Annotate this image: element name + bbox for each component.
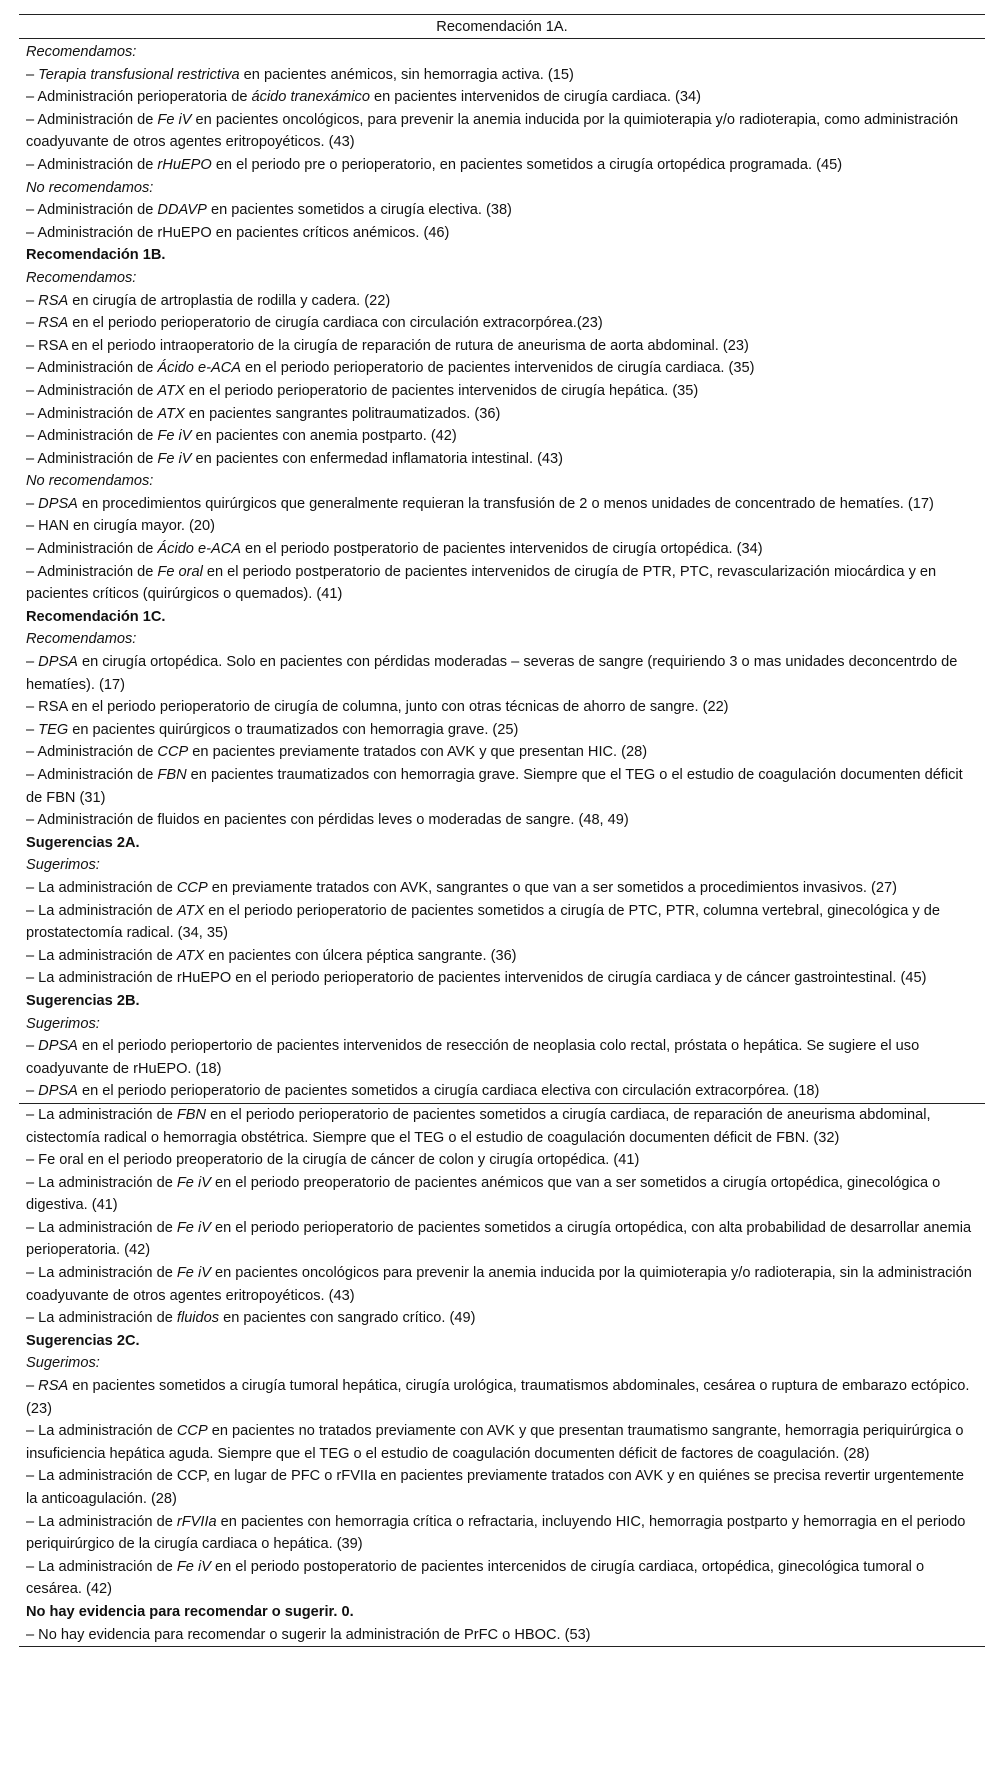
text-segment: – La administración de <box>26 1174 177 1191</box>
text-segment: en pacientes anémicos, sin hemorragia activa. (15) <box>239 66 574 83</box>
text-segment: Sugerimos: <box>26 1355 100 1372</box>
section-label <box>19 470 985 493</box>
recommendation-item <box>19 696 985 719</box>
recommendation-item <box>19 651 985 696</box>
text-segment: en pacientes oncológicos para prevenir la anemia inducida por la quimioterapia y/o radioterapia, sin la administración coadyuvante de otros agentes eritropoyéticos. (43) <box>26 1265 972 1304</box>
text-segment: – <box>26 315 39 332</box>
text-segment: en el periodo postperatorio de pacientes intervenidos de cirugía de PTR, PTC, revascularización miocárdica y en pacientes críticos (quirúrgicos o quemados). (41) <box>26 563 937 603</box>
text-segment: – <box>26 654 39 671</box>
text-segment: – Administración de <box>26 767 158 783</box>
recommendation-item <box>19 561 985 606</box>
text-segment: Sugerencias 2A. <box>26 834 140 851</box>
table-body-part-1 <box>19 41 985 1103</box>
text-segment: – <box>26 721 39 738</box>
text-segment: – Administración perioperatoria de <box>26 89 252 106</box>
text-segment: No recomendamos: <box>26 179 154 196</box>
text-segment: – RSA en el periodo perioperatorio de cirugía de columna, junto con otras técnicas de ahorro de sangre. (22) <box>26 699 729 716</box>
text-segment: – <box>26 1038 39 1055</box>
italic-term: Fe iV <box>157 450 192 467</box>
text-segment: – Administración de <box>26 405 158 422</box>
italic-term: Fe iV <box>176 1558 211 1575</box>
italic-term: Fe iV <box>157 428 192 445</box>
recommendation-item <box>19 1035 985 1080</box>
italic-term: CCP <box>176 879 208 896</box>
recommendation-item <box>19 719 985 742</box>
recommendation-item <box>19 967 985 990</box>
text-segment: en pacientes quirúrgicos o traumatizados con hemorragia grave. (25) <box>68 721 519 738</box>
text-segment: – <box>26 495 39 512</box>
text-segment: – Administración de rHuEPO en pacientes críticos anémicos. (46) <box>26 224 450 241</box>
text-segment: – La administración de <box>26 1265 177 1282</box>
text-segment: en el periodo perioperatorio de pacientes sometidos a cirugía cardiaca, de reparación de aneurisma abdominal, cistectomía radical o hemorragia obstétrica. Siempre que el TEG o el estudio de coagulación documenten déficit de FBN. (32) <box>26 1106 931 1146</box>
text-segment: – Administración de <box>26 360 158 377</box>
section-heading <box>19 606 985 629</box>
text-segment: – No hay evidencia para recomendar o sugerir la administración de PrFC o HBOC. (53) <box>26 1626 591 1643</box>
text-segment: – Administración de <box>26 450 158 467</box>
text-segment: en el periodo postperatorio de pacientes intervenidos de cirugía ortopédica. (34) <box>240 541 763 558</box>
italic-term: DPSA <box>38 1083 78 1100</box>
text-segment: – <box>26 292 39 309</box>
text-segment: Recomendación 1B. <box>26 247 166 264</box>
text-segment: – La administración de <box>26 879 177 896</box>
italic-term: RSA <box>38 315 69 332</box>
text-segment: No hay evidencia para recomendar o sugerir. 0. <box>26 1603 354 1620</box>
text-segment: en previamente tratados con AVK, sangrantes o que van a ser sometidos a procedimientos invasivos. (27) <box>207 879 897 896</box>
text-segment: en pacientes con úlcera péptica sangrante. (36) <box>204 947 517 964</box>
text-segment: – Administración de <box>26 428 158 445</box>
text-segment: en pacientes con hemorragia crítica o refractaria, incluyendo HIC, hemorragia postparto y hemorragia en el periodo periquirúrgico de la cirugía cardiaca o hepática. (39) <box>26 1513 966 1553</box>
recommendation-item <box>19 764 985 809</box>
section-label <box>19 177 985 200</box>
text-segment: – <box>26 66 39 83</box>
recommendation-item <box>19 538 985 561</box>
section-label <box>19 41 985 64</box>
text-segment: en pacientes con anemia postparto. (42) <box>191 428 457 445</box>
recommendation-item <box>19 1149 985 1172</box>
italic-term: ATX <box>176 947 205 964</box>
section-heading <box>19 1330 985 1353</box>
section-label <box>19 267 985 290</box>
text-segment: en procedimientos quirúrgicos que generalmente requieran la transfusión de 2 o menos unidades de concentrado de hematíes. (17) <box>77 495 934 512</box>
text-segment: en pacientes con sangrado crítico. (49) <box>219 1310 476 1327</box>
italic-term: Fe iV <box>176 1219 211 1236</box>
section-label <box>19 854 985 877</box>
text-segment: – La administración de <box>26 947 177 964</box>
italic-term: Fe oral <box>157 563 203 580</box>
recommendation-item <box>19 1262 985 1307</box>
recommendation-item <box>19 425 985 448</box>
text-segment: Sugerencias 2B. <box>26 992 140 1009</box>
italic-term: ácido tranexámico <box>251 89 370 106</box>
recommendation-item <box>19 1307 985 1330</box>
italic-term: TEG <box>38 721 69 738</box>
recommendation-item <box>19 448 985 471</box>
text-segment: en pacientes oncológicos, para prevenir la anemia inducida por la quimioterapia y/o radioterapia, como administración coadyuvante de otros agentes eritropoyéticos. (43) <box>26 111 959 151</box>
text-segment: – Fe oral en el periodo preoperatorio de la cirugía de cáncer de colon y cirugía ortopédica. (41) <box>26 1152 640 1169</box>
recommendation-item <box>19 493 985 516</box>
italic-term: Ácido e-ACA <box>157 541 241 558</box>
text-segment: en el periodo preoperatorio de pacientes anémicos que van a ser sometidos a cirugía ortopédica, ginecológica o digestiva. (41) <box>26 1174 941 1214</box>
table-title: Recomendación 1A. <box>436 19 568 35</box>
recommendation-item <box>19 515 985 538</box>
text-segment: en el periodo periopertorio de pacientes intervenidos de resección de neoplasia colo rectal, próstata o hepática. Se sugiere el uso coadyuvante de rHuEPO. (18) <box>26 1038 920 1077</box>
italic-term: fluidos <box>176 1310 220 1327</box>
text-segment: – La administración de <box>26 1423 177 1440</box>
section-heading <box>19 832 985 855</box>
text-segment: – La administración de <box>26 1558 177 1575</box>
text-segment: en pacientes con enfermedad inflamatoria intestinal. (43) <box>191 450 564 467</box>
text-segment: en el periodo perioperatorio de pacientes sometidos a cirugía cardiaca electiva con circulación extracorpórea. (18) <box>77 1083 820 1100</box>
italic-term: ATX <box>157 405 185 422</box>
italic-term: Terapia transfusional restrictiva <box>38 66 240 83</box>
text-segment: Sugerimos: <box>26 857 100 874</box>
section-label <box>19 628 985 651</box>
italic-term: Ácido e-ACA <box>157 360 241 377</box>
text-segment: en pacientes intervenidos de cirugía cardiaca. (34) <box>369 89 701 106</box>
text-segment: en el periodo perioperatorio de pacientes intervenidos de cirugía hepática. (35) <box>184 382 699 399</box>
recommendation-item <box>19 290 985 313</box>
text-segment: Recomendamos: <box>26 269 137 286</box>
recommendation-item <box>19 1420 985 1465</box>
italic-term: CCP <box>157 744 189 761</box>
text-segment: en el periodo perioperatorio de pacientes sometidos a cirugía ortopédica, con alta probabilidad de desarrollar anemia perioperatoria. (42) <box>26 1219 972 1259</box>
recommendation-item <box>19 1172 985 1217</box>
recommendations-table <box>19 14 985 1647</box>
italic-term: DPSA <box>38 654 78 671</box>
text-segment: – Administración de <box>26 202 158 219</box>
text-segment: – La administración de rHuEPO en el periodo perioperatorio de pacientes intervenidos de cirugía cardiaca y de cáncer gastrointestinal. (45) <box>26 970 927 987</box>
recommendation-item <box>19 403 985 426</box>
recommendation-item <box>19 312 985 335</box>
italic-term: RSA <box>38 292 69 309</box>
italic-term: Fe iV <box>176 1265 211 1282</box>
recommendation-item <box>19 154 985 177</box>
text-segment: – La administración de <box>26 1513 177 1530</box>
text-segment: en pacientes no tratados previamente con AVK y que presentan traumatismo sangrante, hemorragia periquirúrgica o insuficiencia hepática aguda. Siempre que el TEG o el estudio de coagulación documenten déficit de factores de coagulación. (28) <box>26 1423 964 1462</box>
text-segment: – <box>26 1083 39 1100</box>
italic-term: Fe iV <box>176 1174 211 1191</box>
italic-term: DDAVP <box>157 202 207 219</box>
italic-term: DPSA <box>38 1038 78 1055</box>
recommendation-item <box>19 809 985 832</box>
recommendation-item <box>19 86 985 109</box>
text-segment: Recomendación 1C. <box>26 608 166 625</box>
text-segment: Sugerimos: <box>26 1015 100 1032</box>
text-segment: en cirugía ortopédica. Solo en pacientes con pérdidas moderadas – severas de sangre (requiriendo 3 o mas unidades deconcentrdo de hematíes). (17) <box>26 654 958 693</box>
text-segment: en el periodo perioperatorio de pacientes intervenidos de cirugía cardiaca. (35) <box>240 360 755 377</box>
section-heading <box>19 1601 985 1624</box>
italic-term: rHuEPO <box>157 156 212 173</box>
recommendation-item <box>19 1217 985 1262</box>
text-segment: Sugerencias 2C. <box>26 1332 140 1349</box>
recommendation-item <box>19 741 985 764</box>
text-segment: – Administración de <box>26 541 158 558</box>
text-segment: Recomendamos: <box>26 631 137 648</box>
italic-term: RSA <box>38 1378 69 1395</box>
section-label <box>19 1013 985 1036</box>
recommendation-item <box>19 945 985 968</box>
text-segment: en el periodo postoperatorio de pacientes intercenidos de cirugía cardiaca, ortopédica, ginecológica tumoral o cesárea. (42) <box>26 1558 925 1598</box>
table-body-part-2 <box>19 1104 985 1646</box>
text-segment: – Administración de <box>26 382 158 399</box>
text-segment: – RSA en el periodo intraoperatorio de la cirugía de reparación de rutura de aneurisma de aorta abdominal. (23) <box>26 337 749 354</box>
text-segment: – La administración de <box>26 1106 177 1123</box>
italic-term: DPSA <box>38 495 78 512</box>
recommendation-item <box>19 877 985 900</box>
section-heading <box>19 244 985 267</box>
text-segment: – <box>26 1378 39 1395</box>
text-segment: – La administración de <box>26 1310 177 1327</box>
text-segment: No recomendamos: <box>26 473 154 490</box>
italic-term: rFVIIa <box>176 1513 217 1530</box>
text-segment: en el periodo perioperatorio de cirugía cardiaca con circulación extracorpórea.(23) <box>68 315 603 332</box>
text-segment: – Administración de <box>26 156 158 173</box>
text-segment: en pacientes previamente tratados con AVK y que presentan HIC. (28) <box>188 744 648 761</box>
text-segment: – HAN en cirugía mayor. (20) <box>26 518 215 535</box>
text-segment: en pacientes sangrantes politraumatizados. (36) <box>184 405 501 422</box>
recommendation-item <box>19 1080 985 1103</box>
text-segment: – La administración de <box>26 1219 177 1236</box>
italic-term: ATX <box>157 382 185 399</box>
recommendation-item <box>19 335 985 358</box>
text-segment: – La administración de CCP, en lugar de PFC o rFVIIa en pacientes previamente tratados con AVK y en quiénes se precisa revertir urgentemente la anticoagulación. (28) <box>26 1468 965 1507</box>
italic-term: FBN <box>157 767 187 783</box>
recommendation-item <box>19 109 985 154</box>
recommendation-item <box>19 900 985 945</box>
text-segment: – Administración de <box>26 563 158 580</box>
recommendation-item <box>19 1511 985 1556</box>
text-segment: – La administración de <box>26 902 177 919</box>
text-segment: en el periodo perioperatorio de pacientes sometidos a cirugía de PTC, PTR, columna vertebral, ginecológica y de prostatectomía radical. (34, 35) <box>26 902 940 942</box>
bottom-rule <box>19 1646 985 1647</box>
italic-term: FBN <box>176 1106 207 1123</box>
recommendation-item <box>19 1465 985 1510</box>
section-label <box>19 1352 985 1375</box>
recommendation-item <box>19 357 985 380</box>
recommendation-item <box>19 64 985 87</box>
recommendation-item <box>19 1104 985 1149</box>
text-segment: en cirugía de artroplastia de rodilla y cadera. (22) <box>68 292 391 309</box>
text-segment: en pacientes traumatizados con hemorragia grave. Siempre que el TEG o el estudio de coagulación documenten déficit de FBN (31) <box>26 767 963 806</box>
recommendation-item <box>19 199 985 222</box>
recommendation-item <box>19 1375 985 1420</box>
text-segment: Recomendamos: <box>26 44 137 60</box>
section-heading <box>19 990 985 1013</box>
text-segment: – Administración de <box>26 111 158 128</box>
recommendation-item <box>19 222 985 245</box>
text-segment: en el periodo pre o perioperatorio, en pacientes sometidos a cirugía ortopédica programada. (45) <box>211 156 843 173</box>
italic-term: CCP <box>176 1423 208 1440</box>
recommendation-item <box>19 380 985 403</box>
text-segment: – Administración de <box>26 744 158 761</box>
recommendation-item <box>19 1556 985 1601</box>
italic-term: Fe iV <box>157 111 192 128</box>
text-segment: en pacientes sometidos a cirugía tumoral hepática, cirugía urológica, traumatismos abdominales, cesárea o ruptura de embarazo ectópico. (23) <box>26 1378 970 1417</box>
recommendation-item <box>19 1624 985 1647</box>
text-segment: – Administración de fluidos en pacientes con pérdidas leves o moderadas de sangre. (48, 49) <box>26 812 629 829</box>
italic-term: ATX <box>176 902 205 919</box>
text-segment: en pacientes sometidos a cirugía electiva. (38) <box>206 202 512 219</box>
